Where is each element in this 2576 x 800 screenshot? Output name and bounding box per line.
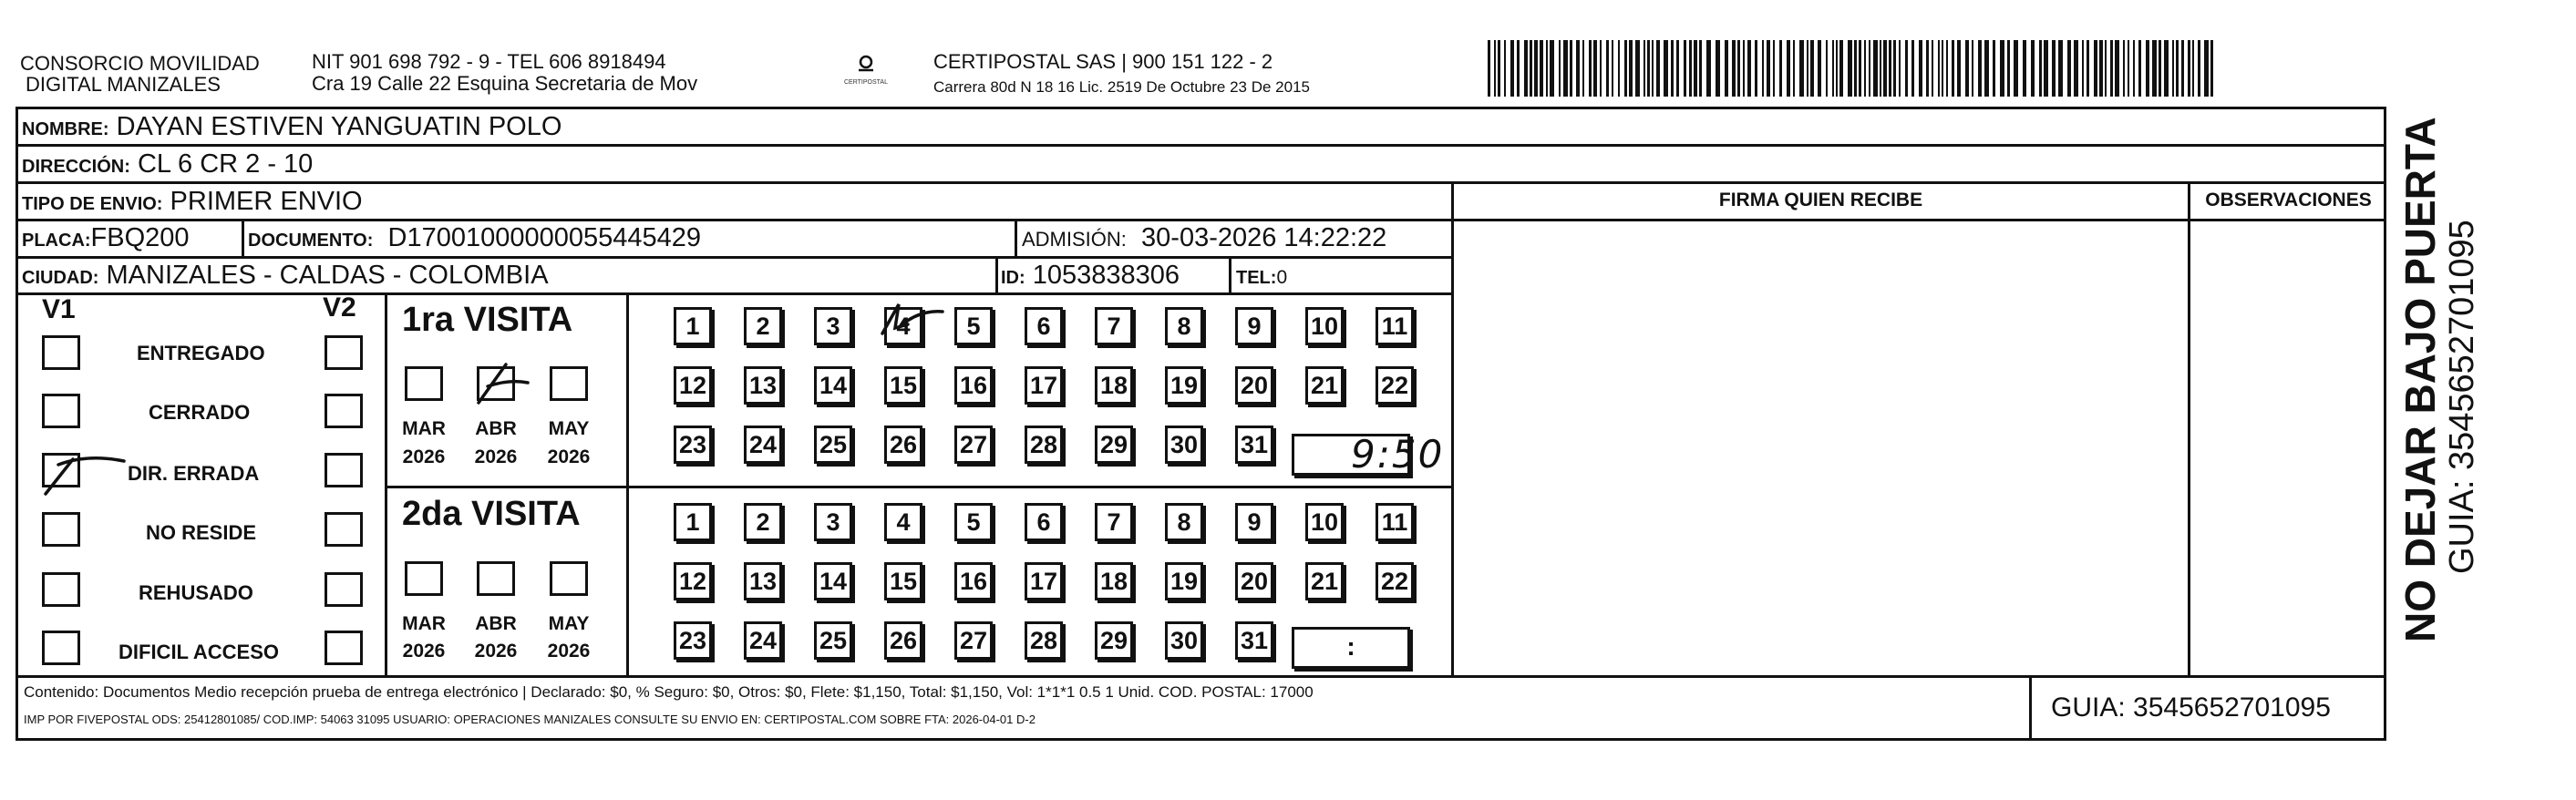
- barcode-bar: [1737, 40, 1740, 97]
- visit1-day-25[interactable]: 25: [814, 426, 852, 464]
- barcode-bar: [1635, 40, 1640, 97]
- visit2-day-1[interactable]: 1: [674, 503, 712, 541]
- visit2-time-box[interactable]: [1292, 627, 1410, 669]
- barcode-bar: [1984, 40, 1989, 97]
- visit1-year-mar: 2026: [402, 446, 446, 467]
- visit1-day-22[interactable]: 22: [1376, 366, 1414, 405]
- v1-checkbox-no-reside[interactable]: [42, 512, 80, 547]
- barcode-bar: [2172, 40, 2174, 97]
- barcode-bar: [1606, 40, 1609, 97]
- visit2-day-4[interactable]: 4: [884, 503, 922, 541]
- barcode-bar: [1919, 40, 1922, 97]
- sender-nit: NIT 901 698 792 - 9 - TEL 606 8918494: [312, 50, 666, 73]
- barcode-bar: [2074, 40, 2078, 97]
- barcode-bar: [1747, 40, 1751, 97]
- logo-text: CERTIPOSTAL: [844, 79, 888, 86]
- barcode-bar: [2014, 40, 2018, 97]
- visit1-day-28[interactable]: 28: [1025, 426, 1063, 464]
- barcode-bar: [1773, 40, 1775, 97]
- barcode-bar: [2094, 40, 2097, 97]
- barcode-bar: [1716, 40, 1720, 97]
- recipient-tel: 0: [1276, 267, 1288, 288]
- barcode-bar: [1799, 40, 1804, 97]
- barcode-bar: [1624, 40, 1627, 97]
- admission-row: ADMISIÓN: 30-03-2026 14:22:22: [1022, 223, 1387, 252]
- barcode-bar: [1629, 40, 1633, 97]
- barcode-bar: [2138, 40, 2141, 97]
- tel-row: TEL:0: [1236, 267, 1288, 288]
- status-entregado: ENTREGADO: [137, 342, 265, 364]
- barcode-bar: [1883, 40, 1887, 97]
- first-visit-title: 1ra VISITA: [402, 301, 573, 339]
- visit1-day-27[interactable]: 27: [954, 426, 993, 464]
- visit2-day-6[interactable]: 6: [1025, 503, 1063, 541]
- recipient-name: DAYAN ESTIVEN YANGUATIN POLO: [116, 112, 562, 141]
- visit1-day-18[interactable]: 18: [1095, 366, 1133, 405]
- barcode-bar: [1836, 40, 1838, 97]
- barcode-bar: [1600, 40, 1602, 97]
- visit1-month-mar: MAR: [402, 418, 446, 439]
- visit1-year-may: 2026: [547, 446, 591, 467]
- barcode-bar: [2110, 40, 2113, 97]
- barcode-bar: [1787, 40, 1790, 97]
- footer-content-line: Contenido: Documentos Medio recepción prueba de entrega electrónico | Declarado: $0, % Seguro: $0, Otros: $0, Flete: $1,150, Total: $1,150, Vol: 1*1*1 0.5 1 Unid. COD. POSTAL: 17000: [24, 683, 1314, 701]
- visit2-day-15[interactable]: 15: [884, 562, 922, 600]
- recipient-address: CL 6 CR 2 - 10: [137, 149, 314, 179]
- visit1-day-16[interactable]: 16: [954, 366, 993, 405]
- visit2-day-29[interactable]: 29: [1095, 621, 1133, 660]
- barcode-bar: [1612, 40, 1613, 97]
- visit2-day-30[interactable]: 30: [1165, 621, 1203, 660]
- barcode-bar: [2039, 40, 2042, 97]
- barcode-bar: [1694, 40, 1697, 97]
- status-rehusado: REHUSADO: [139, 581, 253, 604]
- barcode-bar: [2159, 40, 2161, 97]
- barcode-bar: [2067, 40, 2071, 97]
- visit1-day-7[interactable]: 7: [1095, 307, 1133, 345]
- observations-column-header: OBSERVACIONES: [2205, 190, 2372, 210]
- admission-datetime: 30-03-2026 14:22:22: [1141, 223, 1387, 252]
- visit2-day-5[interactable]: 5: [954, 503, 993, 541]
- visit2-day-20[interactable]: 20: [1235, 562, 1273, 600]
- barcode-bar: [2099, 40, 2103, 97]
- visit1-day-24[interactable]: 24: [744, 426, 782, 464]
- barcode-bar: [1582, 40, 1584, 97]
- footer-guia: GUIA: 3545652701095: [2051, 692, 2331, 723]
- side-guia: GUIA: 3545652701095: [2443, 220, 2481, 574]
- visit1-month-box-mar[interactable]: [405, 366, 443, 401]
- visit1-day-1[interactable]: 1: [674, 307, 712, 345]
- sender-name-line1: CONSORCIO MOVILIDAD: [20, 52, 260, 75]
- status-cerrado: CERRADO: [149, 401, 251, 424]
- signature-column-header: FIRMA QUIEN RECIBE: [1718, 190, 1923, 210]
- visit2-month-may: MAY: [548, 613, 590, 634]
- barcode-bar: [1732, 40, 1736, 97]
- barcode-bar: [2133, 40, 2135, 97]
- visit2-day-22[interactable]: 22: [1376, 562, 1414, 600]
- visit1-year-abr: 2026: [474, 446, 518, 467]
- certipostal-logo-icon: [839, 53, 893, 89]
- visit2-day-3[interactable]: 3: [814, 503, 852, 541]
- visit2-time: :: [1346, 632, 1355, 661]
- barcode-bar: [1689, 40, 1692, 97]
- barcode-bar: [2082, 40, 2084, 97]
- barcode-bar: [1576, 40, 1580, 97]
- barcode-bar: [2123, 40, 2125, 97]
- visit1-day-17[interactable]: 17: [1025, 366, 1063, 405]
- visit1-day-3[interactable]: 3: [814, 307, 852, 345]
- barcode-bar: [1570, 40, 1572, 97]
- barcode-bar: [1946, 40, 1948, 97]
- barcode-bar: [1534, 40, 1538, 97]
- visit2-day-28[interactable]: 28: [1025, 621, 1063, 660]
- visit2-day-27[interactable]: 27: [954, 621, 993, 660]
- visit1-day-30[interactable]: 30: [1165, 426, 1203, 464]
- barcode-bar: [1488, 40, 1490, 97]
- barcode-bar: [1618, 40, 1620, 97]
- visit1-day-31[interactable]: 31: [1235, 426, 1273, 464]
- visit1-day-26[interactable]: 26: [884, 426, 922, 464]
- barcode-bar: [1942, 40, 1943, 97]
- barcode-bar: [2176, 40, 2179, 97]
- barcode-bar: [1965, 40, 1969, 97]
- visit2-day-26[interactable]: 26: [884, 621, 922, 660]
- barcode-bar: [1818, 40, 1821, 97]
- visit2-day-12[interactable]: 12: [674, 562, 712, 600]
- barcode-bar: [1899, 40, 1901, 97]
- visit2-year-mar: 2026: [402, 641, 446, 662]
- barcode-bar: [2192, 40, 2194, 97]
- visit1-day-20[interactable]: 20: [1235, 366, 1273, 405]
- barcode-bar: [1807, 40, 1808, 97]
- recipient-id: 1053838306: [1032, 261, 1180, 290]
- barcode-bar: [1743, 40, 1745, 97]
- barcode-bar: [1993, 40, 1995, 97]
- visit1-month-box-may[interactable]: [550, 366, 588, 401]
- barcode-bar: [2115, 40, 2119, 97]
- barcode-bar: [2052, 40, 2056, 97]
- v1-checkbox-cerrado[interactable]: [42, 394, 80, 428]
- barcode-bar: [1494, 40, 1496, 97]
- v2-header: V2: [323, 292, 356, 323]
- barcode-bar: [1684, 40, 1686, 97]
- visit2-day-8[interactable]: 8: [1165, 503, 1203, 541]
- barcode-bar: [1530, 40, 1532, 97]
- visit2-month-box-abr[interactable]: [477, 561, 515, 596]
- barcode-bar: [2146, 40, 2149, 97]
- visit2-day-25[interactable]: 25: [814, 621, 852, 660]
- barcode-bar: [1706, 40, 1711, 97]
- v2-checkbox-dificil-acceso[interactable]: [325, 631, 363, 665]
- barcode-bar: [1656, 40, 1660, 97]
- visit2-day-14[interactable]: 14: [814, 562, 852, 600]
- barcode-bar: [1952, 40, 1954, 97]
- sender-name-line2: DIGITAL MANIZALES: [26, 73, 221, 96]
- barcode-bar: [1550, 40, 1554, 97]
- shipment-type: PRIMER ENVIO: [170, 187, 363, 216]
- recipient-address-row: DIRECCIÓN: CL 6 CR 2 - 10: [22, 149, 314, 179]
- barcode-bar: [1864, 40, 1866, 97]
- visit2-day-10[interactable]: 10: [1305, 503, 1344, 541]
- barcode-bar: [2023, 40, 2026, 97]
- barcode-bar: [1848, 40, 1852, 97]
- visit1-day-2[interactable]: 2: [744, 307, 782, 345]
- barcode-bar: [2105, 40, 2107, 97]
- barcode-bar: [2031, 40, 2035, 97]
- visit1-day-21[interactable]: 21: [1305, 366, 1344, 405]
- visit1-day-29[interactable]: 29: [1095, 426, 1133, 464]
- visit1-day-9[interactable]: 9: [1235, 307, 1273, 345]
- barcode-bar: [1810, 40, 1814, 97]
- v1-checkbox-entregado[interactable]: [42, 335, 80, 370]
- barcode-bar: [1498, 40, 1500, 97]
- visit2-month-box-mar[interactable]: [405, 561, 443, 596]
- v2-checkbox-cerrado[interactable]: [325, 394, 363, 428]
- visit1-month-may: MAY: [548, 418, 590, 439]
- barcode-bar: [2087, 40, 2089, 97]
- barcode-bar: [1889, 40, 1891, 97]
- barcode: [1488, 40, 2217, 97]
- second-visit-title: 2da VISITA: [402, 495, 581, 533]
- visit1-day-11[interactable]: 11: [1376, 307, 1414, 345]
- v2-checkbox-dir-errada[interactable]: [325, 453, 363, 487]
- barcode-bar: [1893, 40, 1896, 97]
- barcode-bar: [2007, 40, 2010, 97]
- barcode-bar: [1559, 40, 1561, 97]
- handwritten-month-mark-icon: [469, 357, 533, 412]
- side-warning: NO DEJAR BAJO PUERTA: [2396, 117, 2444, 642]
- v2-checkbox-no-reside[interactable]: [325, 512, 363, 547]
- status-no-reside: NO RESIDE: [146, 521, 257, 544]
- courier-address: Carrera 80d N 18 16 Lic. 2519 De Octubre 23 De 2015: [933, 78, 1310, 96]
- barcode-bar: [1926, 40, 1929, 97]
- visit2-day-19[interactable]: 19: [1165, 562, 1203, 600]
- visit1-day-8[interactable]: 8: [1165, 307, 1203, 345]
- v2-checkbox-rehusado[interactable]: [325, 572, 363, 607]
- barcode-bar: [1647, 40, 1650, 97]
- barcode-bar: [1767, 40, 1770, 97]
- visit1-day-23[interactable]: 23: [674, 426, 712, 464]
- visit2-day-9[interactable]: 9: [1235, 503, 1273, 541]
- barcode-bar: [1676, 40, 1679, 97]
- barcode-bar: [1593, 40, 1597, 97]
- visit2-day-23[interactable]: 23: [674, 621, 712, 660]
- city-row: CIUDAD: MANIZALES - CALDAS - COLOMBIA: [22, 261, 549, 290]
- barcode-bar: [1563, 40, 1568, 97]
- barcode-bar: [1938, 40, 1940, 97]
- shipment-type-row: TIPO DE ENVIO: PRIMER ENVIO: [22, 187, 363, 216]
- visit2-month-abr: ABR: [475, 613, 517, 634]
- barcode-bar: [1589, 40, 1592, 97]
- city: MANIZALES - CALDAS - COLOMBIA: [106, 261, 549, 290]
- v2-checkbox-entregado[interactable]: [325, 335, 363, 370]
- v1-header: V1: [42, 294, 76, 324]
- barcode-bar: [1671, 40, 1674, 97]
- barcode-bar: [1839, 40, 1843, 97]
- barcode-bar: [1546, 40, 1548, 97]
- visit2-month-mar: MAR: [402, 613, 446, 634]
- barcode-bar: [1504, 40, 1506, 97]
- v1-checkbox-rehusado[interactable]: [42, 572, 80, 607]
- document-row: DOCUMENTO: D17001000000055445429: [248, 223, 702, 252]
- plate-row: PLACA:FBQ200: [22, 223, 190, 252]
- visit2-day-17[interactable]: 17: [1025, 562, 1063, 600]
- visit1-day-6[interactable]: 6: [1025, 307, 1063, 345]
- visit2-day-11[interactable]: 11: [1376, 503, 1414, 541]
- visit1-day-19[interactable]: 19: [1165, 366, 1203, 405]
- barcode-bar: [1725, 40, 1728, 97]
- barcode-bar: [1699, 40, 1702, 97]
- visit1-day-15[interactable]: 15: [884, 366, 922, 405]
- barcode-bar: [1880, 40, 1881, 97]
- barcode-bar: [1957, 40, 1961, 97]
- barcode-bar: [1873, 40, 1878, 97]
- visit1-month-abr: ABR: [475, 418, 517, 439]
- handwritten-day-mark-icon: [875, 297, 948, 343]
- status-dificil-acceso: DIFICIL ACCESO: [118, 641, 280, 663]
- visit2-year-abr: 2026: [474, 641, 518, 662]
- barcode-bar: [1972, 40, 1973, 97]
- barcode-bar: [2210, 40, 2213, 97]
- barcode-bar: [1762, 40, 1764, 97]
- document-number: D17001000000055445429: [387, 223, 702, 252]
- barcode-bar: [2044, 40, 2048, 97]
- visit2-day-16[interactable]: 16: [954, 562, 993, 600]
- visit2-month-box-may[interactable]: [550, 561, 588, 596]
- visit2-year-may: 2026: [547, 641, 591, 662]
- barcode-bar: [1854, 40, 1857, 97]
- plate-number: FBQ200: [90, 223, 190, 252]
- courier-name: CERTIPOSTAL SAS | 900 151 122 - 2: [933, 50, 1273, 73]
- v1-checkbox-dificil-acceso[interactable]: [42, 631, 80, 665]
- barcode-bar: [1869, 40, 1870, 97]
- barcode-bar: [2152, 40, 2157, 97]
- visit2-day-18[interactable]: 18: [1095, 562, 1133, 600]
- footer-print-line: IMP POR FIVEPOSTAL ODS: 25412801085/ COD.IMP: 54063 31095 USUARIO: OPERACIONES MANIZALES CONSULTE SU ENVIO EN: CERTIPOSTAL.COM SOBRE FTA: 2026-04-01 D-2: [24, 713, 1036, 726]
- barcode-bar: [1911, 40, 1914, 97]
- visit1-time: 9:50: [1351, 432, 1445, 477]
- barcode-bar: [2204, 40, 2209, 97]
- visit2-day-21[interactable]: 21: [1305, 562, 1344, 600]
- visit2-day-13[interactable]: 13: [744, 562, 782, 600]
- barcode-bar: [1643, 40, 1645, 97]
- visit1-day-12[interactable]: 12: [674, 366, 712, 405]
- barcode-bar: [1932, 40, 1933, 97]
- barcode-bar: [2128, 40, 2129, 97]
- handwritten-check-icon: [33, 445, 133, 499]
- visit2-day-24[interactable]: 24: [744, 621, 782, 660]
- visit1-day-10[interactable]: 10: [1305, 307, 1344, 345]
- barcode-bar: [2164, 40, 2169, 97]
- visit1-day-4[interactable]: 4: [884, 307, 922, 345]
- barcode-bar: [2188, 40, 2190, 97]
- barcode-bar: [1517, 40, 1520, 97]
- barcode-bar: [1832, 40, 1834, 97]
- visit1-time-box[interactable]: [1292, 432, 1445, 477]
- barcode-bar: [1779, 40, 1782, 97]
- recipient-name-row: NOMBRE: DAYAN ESTIVEN YANGUATIN POLO: [22, 112, 562, 141]
- barcode-bar: [1664, 40, 1668, 97]
- barcode-bar: [1540, 40, 1543, 97]
- visit2-day-7[interactable]: 7: [1095, 503, 1133, 541]
- barcode-bar: [1510, 40, 1514, 97]
- id-row: ID: 1053838306: [1001, 261, 1180, 290]
- visit1-day-5[interactable]: 5: [954, 307, 993, 345]
- barcode-bar: [2058, 40, 2063, 97]
- barcode-bar: [1905, 40, 1908, 97]
- barcode-bar: [1755, 40, 1757, 97]
- barcode-bar: [1652, 40, 1654, 97]
- visit1-day-14[interactable]: 14: [814, 366, 852, 405]
- barcode-bar: [1859, 40, 1861, 97]
- barcode-bar: [1793, 40, 1795, 97]
- barcode-bar: [2198, 40, 2200, 97]
- barcode-bar: [2181, 40, 2184, 97]
- visit2-day-31[interactable]: 31: [1235, 621, 1273, 660]
- visit1-day-13[interactable]: 13: [744, 366, 782, 405]
- barcode-bar: [2000, 40, 2004, 97]
- barcode-bar: [1826, 40, 1828, 97]
- visit2-day-2[interactable]: 2: [744, 503, 782, 541]
- status-dir-errada: DIR. ERRADA: [128, 462, 260, 485]
- barcode-bar: [1524, 40, 1528, 97]
- sender-address: Cra 19 Calle 22 Esquina Secretaria de Mov: [312, 72, 698, 95]
- barcode-bar: [1978, 40, 1982, 97]
